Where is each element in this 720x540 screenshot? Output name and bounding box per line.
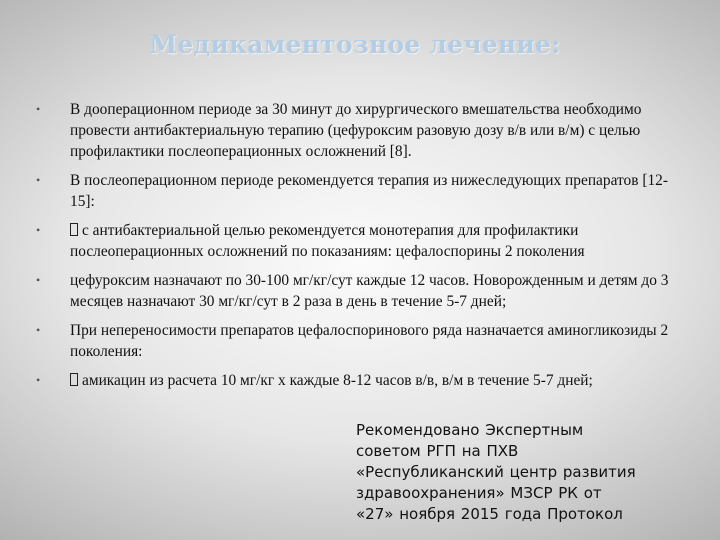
bullet-text: В дооперационном периоде за 30 минут до хирургического вмешательства необходимо провести антибактериальную терапию (цефуроксим разовую дозу в/в или в/м) с целью профилактики послеоперационных осложнений [8]. xyxy=(70,101,642,160)
bullet-dot-icon: • xyxy=(36,323,41,337)
bullet-dot-icon: • xyxy=(36,223,41,237)
bullet-item xyxy=(36,220,676,262)
bullet-list xyxy=(36,99,676,399)
bullet-dot-icon: • xyxy=(36,102,41,116)
bullet-text: с антибактериальной целью рекомендуется монотерапия для профилактики послеоперационных осложнений по показаниям: цефалоспорины 2 поколения xyxy=(70,222,585,260)
recommendation-footnote: Рекомендовано Экспертным советом РГП на ПХВ «Республиканский центр развития здравоохранения» МЗСР РК от «27» ноября 2015 года Протокол xyxy=(356,421,636,523)
bullet-item xyxy=(36,320,676,362)
slide-title: Медикаментозное лечение: xyxy=(149,30,561,59)
bullet-item xyxy=(36,270,676,312)
missing-glyph-icon xyxy=(70,373,78,386)
bullet-text: В послеоперационном периоде рекомендуется терапия из нижеследующих препаратов [12-15]: xyxy=(70,172,668,210)
bullet-text: амикацин из расчета 10 мг/кг х каждые 8-12 часов в/в, в/м в течение 5-7 дней; xyxy=(82,372,593,389)
missing-glyph-icon xyxy=(70,223,78,236)
bullet-item xyxy=(36,170,676,212)
bullet-item xyxy=(36,370,676,391)
bullet-item xyxy=(36,99,676,162)
bullet-dot-icon: • xyxy=(36,273,41,287)
bullet-text: цефуроксим назначают по 30-100 мг/кг/сут каждые 12 часов. Новорожденным и детям до 3 месяцев назначают 30 мг/кг/сут в 2 раза в день в течение 5-7 дней; xyxy=(70,272,669,310)
bullet-text: При непереносимости препаратов цефалоспоринового ряда назначается аминогликозиды 2 поколения: xyxy=(70,322,669,360)
bullet-dot-icon: • xyxy=(36,373,41,387)
bullet-dot-icon: • xyxy=(36,173,41,187)
